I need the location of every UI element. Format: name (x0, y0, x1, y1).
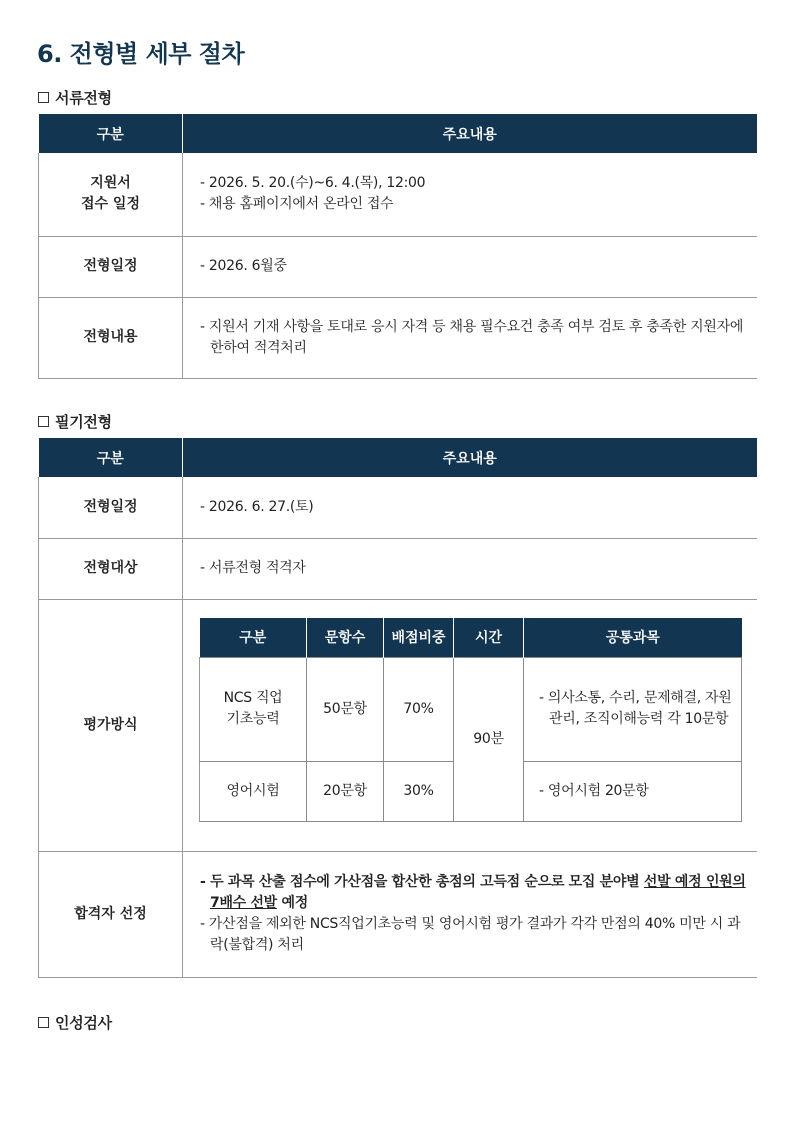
common-subjects: - 영어시험 20문항 (524, 761, 742, 821)
row-label (39, 236, 183, 297)
row-label (39, 153, 183, 236)
section-heading-document (38, 87, 112, 108)
checkbox-icon (38, 1017, 49, 1028)
row-content: - 2026. 6. 27.(토) (183, 477, 757, 538)
exam-time: 90분 (454, 657, 524, 821)
subject-name-line: NCS 직업 (223, 690, 283, 706)
label-line: 지원서 (90, 175, 131, 192)
weight: 70% (384, 657, 454, 761)
weight: 30% (384, 761, 454, 821)
question-count: 20문항 (307, 761, 384, 821)
content-line: - 지원서 기재 사항을 토대로 응시 자격 등 채용 필수요건 충족 여부 검토 후 충족한 지원자에 한하여 적격처리 (200, 318, 744, 356)
question-count: 50문항 (307, 657, 384, 761)
row-content: - 서류전형 적격자 (183, 538, 757, 599)
inner-header-row (200, 618, 742, 658)
table-row (39, 538, 757, 599)
row-label: 평가방식 (39, 599, 183, 851)
column-header: 주요내용 (183, 114, 757, 153)
label-line: 전형내용 (83, 329, 138, 345)
document-screening-table (38, 114, 757, 379)
column-header: 구분 (39, 114, 183, 153)
common-subjects (524, 657, 742, 761)
subject-name (200, 657, 307, 761)
table-row (39, 599, 757, 851)
row-label: 전형대상 (39, 538, 183, 599)
checkbox-icon (38, 92, 49, 103)
subject-name: 영어시험 (200, 761, 307, 821)
inner-column-header: 구분 (200, 618, 307, 658)
evaluation-method-table (199, 618, 742, 822)
inner-column-header: 문항수 (307, 618, 384, 658)
written-exam-table (38, 438, 757, 978)
row-label (39, 297, 183, 378)
section-heading-label: 필기전형 (55, 413, 112, 431)
checkbox-icon (38, 416, 49, 427)
table-row (39, 153, 757, 236)
selection-text: - 두 과목 산출 점수에 가산점을 합산한 총점의 고득점 순으로 모집 분야별 (200, 874, 644, 890)
section-heading-label: 서류전형 (55, 89, 112, 107)
label-line: 전형일정 (83, 258, 138, 274)
label-line: 접수 일정 (81, 196, 140, 213)
row-content (183, 153, 757, 236)
selection-criteria (200, 872, 747, 914)
selection-underlined-text: 선발 예정 인원의 7배수 선발 (210, 874, 746, 911)
row-label: 전형일정 (39, 477, 183, 538)
section-heading-personality (38, 1012, 112, 1033)
table-row (39, 236, 757, 297)
table-row (39, 297, 757, 378)
selection-text: 예정 (276, 895, 308, 911)
fail-criteria-note: - 가산점을 제외한 NCS직업기초능력 및 영어시험 평가 결과가 각각 만점의 40% 미만 시 과락(불합격) 처리 (200, 916, 741, 953)
row-content (183, 851, 757, 977)
page-title: 6. 전형별 세부 절차 (37, 40, 245, 68)
column-header: 구분 (39, 438, 183, 477)
subject-name-line: 기초능력 (226, 711, 280, 727)
inner-column-header: 공통과목 (524, 618, 742, 658)
section-heading-label: 인성검사 (55, 1014, 112, 1032)
table-header-row (39, 438, 757, 477)
column-header: 주요내용 (183, 438, 757, 477)
row-content (183, 236, 757, 297)
row-label: 합격자 선정 (39, 851, 183, 977)
content-line: - 2026. 6월중 (200, 258, 287, 274)
inner-table-row (200, 657, 742, 761)
content-line: - 2026. 5. 20.(수)~6. 4.(목), 12:00 (200, 175, 426, 192)
row-content (183, 599, 757, 851)
inner-column-header: 배점비중 (384, 618, 454, 658)
table-header-row (39, 114, 757, 153)
section-heading-written (38, 411, 112, 432)
subject-line: - 의사소통, 수리, 문제해결, 자원관리, 조직이해능력 각 10문항 (539, 690, 732, 727)
content-line: - 채용 홈페이지에서 온라인 접수 (200, 196, 394, 213)
inner-column-header: 시간 (454, 618, 524, 658)
table-row (39, 477, 757, 538)
table-row (39, 851, 757, 977)
row-content (183, 297, 757, 378)
